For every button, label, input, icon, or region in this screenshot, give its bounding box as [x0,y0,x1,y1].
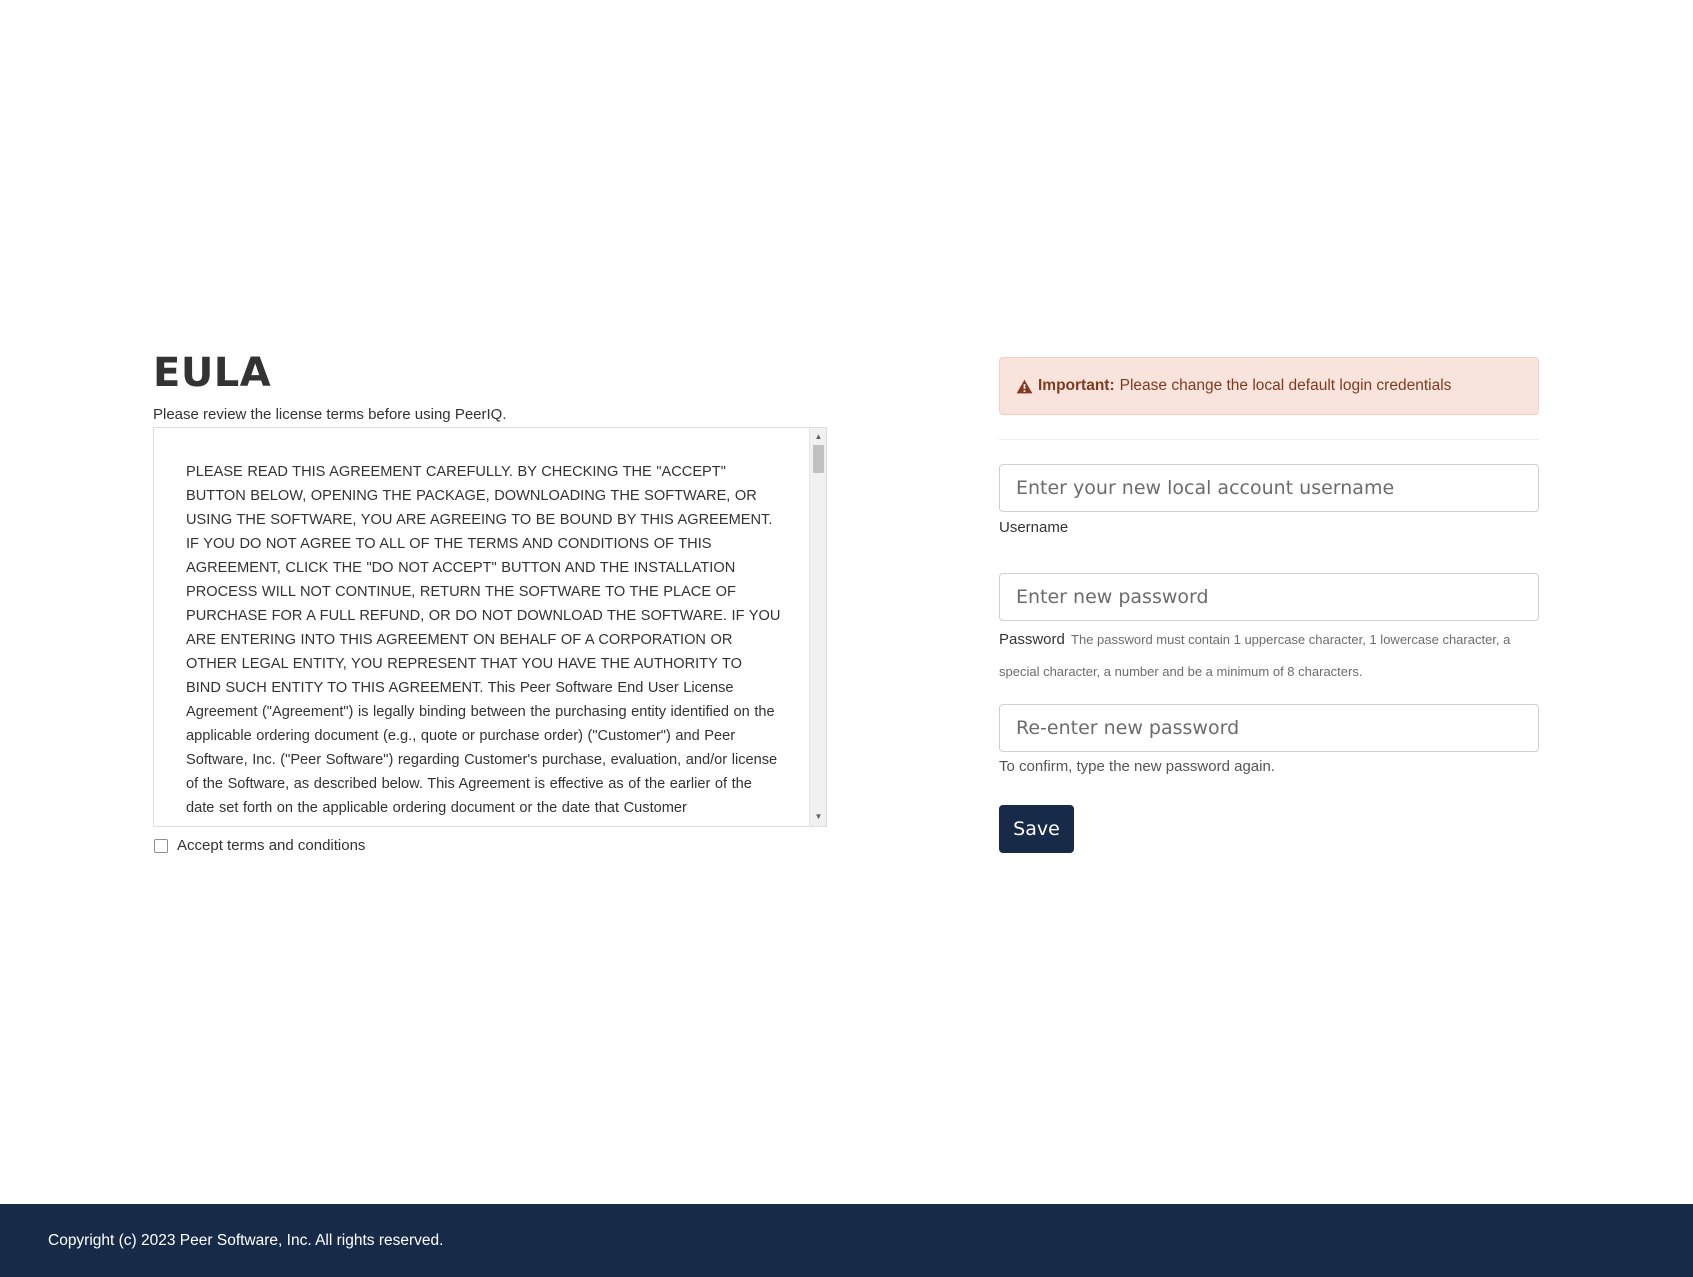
credentials-form [999,357,1539,853]
eula-section [153,350,827,854]
accept-terms-label[interactable]: Accept terms and conditions [177,837,366,854]
username-input[interactable] [999,464,1539,512]
password-hint: The password must contain 1 uppercase character, 1 lowercase character, a special character, a number and be a minimum of 8 characters. [999,632,1511,679]
important-alert [999,357,1539,415]
save-button[interactable]: Save [999,805,1074,853]
password-label: Password [999,631,1065,648]
eula-subtitle: Please review the license terms before using PeerIQ. [153,406,507,423]
eula-text: PLEASE READ THIS AGREEMENT CAREFULLY. BY CHECKING THE "ACCEPT" BUTTON BELOW, OPENING THE PACKAGE, DOWNLOADING THE SOFTWARE, OR USING THE SOFTWARE, YOU ARE AGREEING TO BE BOUND BY THIS AGREEMENT. IF YOU DO NOT AGREE TO ALL OF THE TERMS AND CONDITIONS OF THIS AGREEMENT, CLICK THE "DO NOT ACCEPT" BUTTON AND THE INSTALLATION PROCESS WILL NOT CONTINUE, RETURN THE SOFTWARE TO THE PLACE OF PURCHASE FOR A FULL REFUND, OR DO NOT DOWNLOAD THE SOFTWARE. IF YOU ARE ENTERING INTO THIS AGREEMENT ON BEHALF OF A CORPORATION OR OTHER LEGAL ENTITY, YOU REPRESENT THAT YOU HAVE THE AUTHORITY TO BIND SUCH ENTITY TO THIS AGREEMENT. This Peer Software End User License Agreement ("Agreement") is legally binding between the purchasing entity identified on the applicable ordering document (e.g., quote or purchase order) ("Customer") and Peer Software, Inc. ("Peer Software") regarding Customer's purchase, evaluation, and/or license of the Software, as described below. This Agreement is effective as of the earlier of the date set forth on the applicable ordering document or the date that Customer [186,464,781,816]
eula-scrollbar[interactable] [809,428,826,826]
confirm-password-label: To confirm, type the new password again. [999,758,1275,775]
eula-text-box[interactable] [153,427,827,827]
scroll-up-arrow-icon[interactable]: ▲ [814,432,823,441]
page-title: EULA [153,350,272,396]
footer-copyright: Copyright (c) 2023 Peer Software, Inc. All rights reserved. [48,1231,444,1249]
accept-terms-checkbox[interactable] [154,839,168,853]
footer [0,1204,1693,1277]
password-input[interactable] [999,573,1539,621]
alert-strong-text: Important: [1038,377,1115,394]
scroll-thumb[interactable] [813,445,824,473]
divider [999,439,1539,440]
password-help [999,624,1539,688]
accept-terms-row[interactable] [153,837,827,854]
warning-triangle-icon [1016,379,1033,394]
username-label: Username [999,519,1069,536]
confirm-password-input[interactable] [999,704,1539,752]
alert-message: Please change the local default login credentials [1119,377,1452,394]
scroll-down-arrow-icon[interactable]: ▼ [814,812,823,821]
